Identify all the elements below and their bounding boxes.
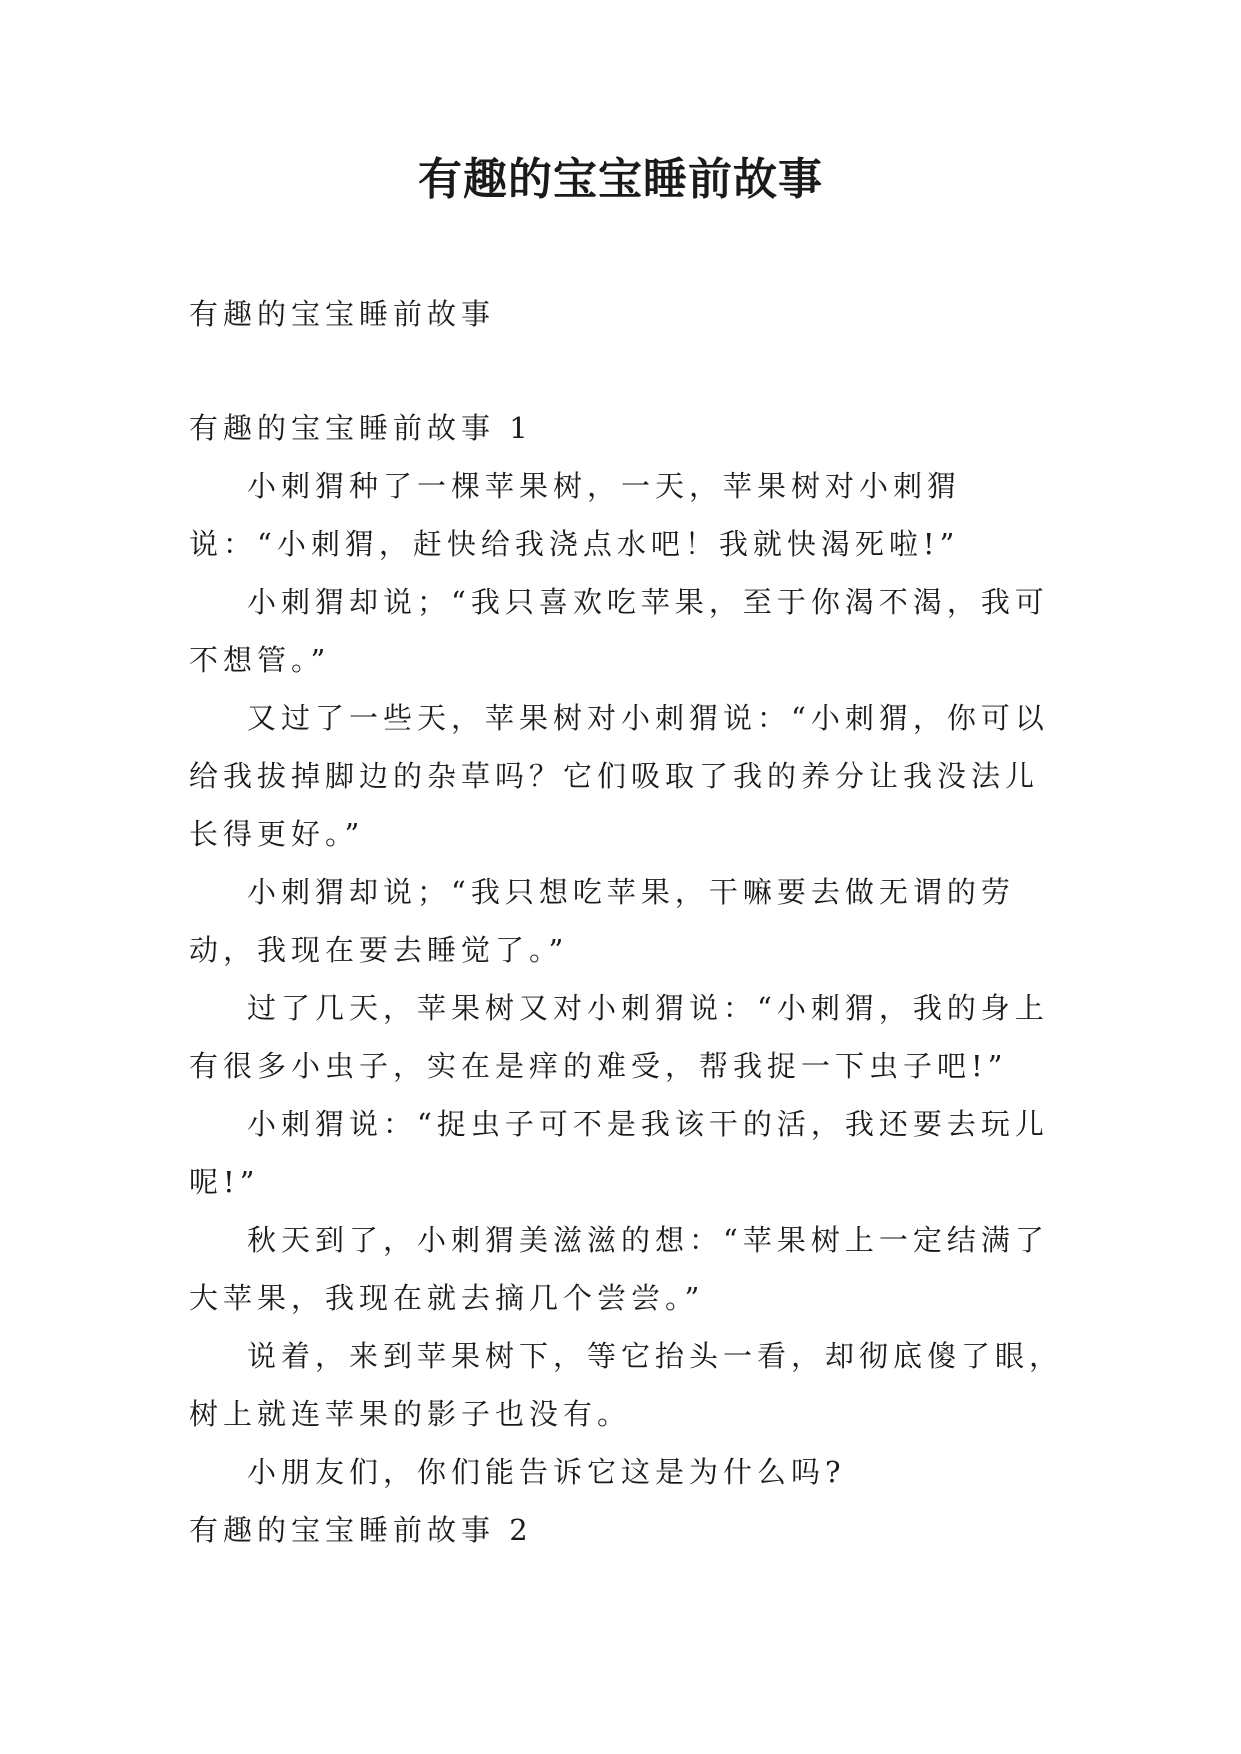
document-title: 有趣的宝宝睡前故事	[418, 154, 823, 205]
section-heading-2: 有趣的宝宝睡前故事 2	[189, 1513, 533, 1547]
section-heading-1: 有趣的宝宝睡前故事 1	[189, 411, 533, 445]
blank-line	[189, 343, 1069, 399]
paragraph: 小刺猬种了一棵苹果树，一天，苹果树对小刺猬说：“小刺猬，赶快给我浇点水吧！我就快渴死啦!”	[189, 469, 962, 561]
paragraph: 小朋友们，你们能告诉它这是为什么吗?	[247, 1455, 846, 1489]
paragraph: 又过了一些天，苹果树对小刺猬说：“小刺猬，你可以给我拔掉脚边的杂草吗？它们吸取了我的养分让我没法儿长得更好。”	[189, 701, 1049, 851]
paragraph: 秋天到了，小刺猬美滋滋的想：“苹果树上一定结满了大苹果，我现在就去摘几个尝尝。”	[189, 1223, 1049, 1315]
paragraph: 小刺猬说：“捉虫子可不是我该干的活，我还要去玩儿呢!”	[189, 1107, 1049, 1199]
paragraph: 小刺猬却说；“我只喜欢吃苹果，至于你渴不渴，我可不想管。”	[189, 585, 1049, 677]
document-subtitle: 有趣的宝宝睡前故事	[189, 297, 496, 331]
paragraph: 过了几天，苹果树又对小刺猬说：“小刺猬，我的身上有很多小虫子，实在是痒的难受，帮我捉一下虫子吧!”	[189, 991, 1049, 1083]
document-body	[189, 285, 1069, 1559]
paragraph: 小刺猬却说；“我只想吃苹果，干嘛要去做无谓的劳动，我现在要去睡觉了。”	[189, 875, 1015, 967]
paragraph: 说着，来到苹果树下，等它抬头一看，却彻底傻了眼，树上就连苹果的影子也没有。	[189, 1339, 1064, 1431]
